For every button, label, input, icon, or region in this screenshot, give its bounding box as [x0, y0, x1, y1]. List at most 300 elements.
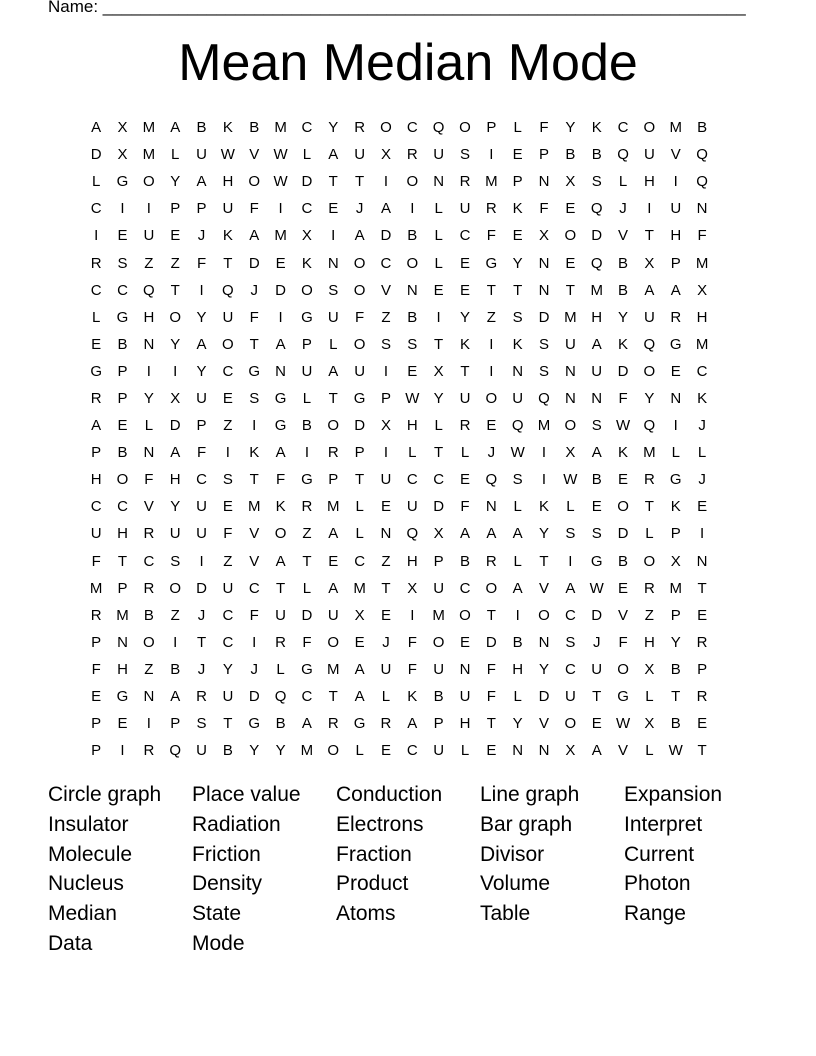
grid-letter: B [433, 688, 444, 706]
grid-letter: I [146, 200, 151, 218]
grid-letter: J [250, 281, 258, 299]
grid-letter: W [510, 444, 525, 462]
grid-letter: Y [196, 362, 207, 380]
grid-letter: E [91, 688, 102, 706]
word-bank-item: Insulator [48, 812, 129, 836]
grid-letter: T [565, 281, 575, 299]
grid-letter: E [91, 335, 102, 353]
grid-letter: I [120, 200, 125, 218]
grid-letter: M [485, 173, 498, 191]
word-bank-item: Radiation [192, 812, 281, 836]
grid-letter: U [459, 389, 471, 407]
grid-letter: Y [670, 633, 681, 651]
grid-row [83, 412, 715, 439]
grid-letter: R [90, 606, 102, 624]
grid-letter: E [459, 471, 470, 489]
grid-letter: E [222, 389, 233, 407]
grid-letter: A [170, 119, 181, 137]
grid-letter: R [143, 579, 155, 597]
grid-letter: I [199, 281, 204, 299]
grid-letter: A [354, 227, 365, 245]
grid-letter: S [512, 471, 523, 489]
grid-letter: F [697, 227, 707, 245]
grid-letter: A [644, 281, 655, 299]
grid-letter: Q [590, 200, 603, 218]
grid-letter: T [381, 579, 391, 597]
grid-letter: A [91, 417, 102, 435]
grid-letter: F [486, 660, 496, 678]
word-bank-item: State [192, 902, 242, 926]
grid-letter: I [94, 227, 99, 245]
grid-letter: V [618, 227, 629, 245]
grid-letter: Z [170, 254, 180, 272]
grid-letter: L [513, 552, 522, 570]
grid-letter: C [380, 254, 392, 272]
grid-letter: V [249, 525, 260, 543]
grid-letter: N [459, 660, 471, 678]
grid-letter: I [436, 308, 441, 326]
grid-letter: S [407, 335, 418, 353]
grid-row [83, 602, 715, 629]
grid-letter: A [91, 119, 102, 137]
grid-letter: G [116, 688, 129, 706]
grid-letter: E [618, 471, 629, 489]
grid-letter: P [196, 200, 207, 218]
grid-row [83, 358, 715, 385]
grid-letter: J [355, 200, 364, 218]
grid-letter: F [407, 633, 417, 651]
word-bank-item: Interpret [624, 812, 703, 836]
word-bank-item: Current [624, 842, 695, 866]
grid-letter: I [410, 606, 415, 624]
grid-letter: M [695, 335, 709, 353]
grid-letter: U [354, 146, 366, 164]
grid-letter: O [169, 579, 182, 597]
grid-letter: L [329, 335, 338, 353]
grid-letter: C [222, 362, 234, 380]
grid-letter: C [406, 471, 418, 489]
grid-letter: A [670, 281, 681, 299]
grid-letter: N [591, 389, 603, 407]
grid-letter: E [591, 715, 602, 733]
grid-letter: G [274, 417, 287, 435]
grid-letter: Q [696, 173, 708, 191]
grid-letter: Y [249, 742, 260, 760]
grid-letter: T [249, 335, 259, 353]
grid-letter: O [538, 606, 550, 624]
grid-letter: E [380, 498, 391, 516]
grid-letter: N [143, 335, 155, 353]
grid-letter: A [301, 715, 312, 733]
grid-letter: C [90, 281, 102, 299]
grid-letter: Y [433, 389, 444, 407]
grid-letter: W [615, 417, 631, 435]
grid-letter: T [302, 552, 312, 570]
grid-letter: L [434, 227, 443, 245]
grid-letter: O [248, 173, 261, 191]
grid-letter: U [196, 525, 207, 543]
grid-letter: H [696, 308, 708, 326]
grid-letter: O [564, 715, 577, 733]
grid-letter: O [327, 633, 340, 651]
grid-letter: O [353, 254, 366, 272]
grid-letter: I [673, 173, 678, 191]
grid-letter: F [407, 660, 417, 678]
grid-letter: C [90, 200, 102, 218]
grid-letter: D [538, 688, 550, 706]
grid-letter: D [433, 498, 445, 516]
grid-letter: A [459, 525, 470, 543]
grid-letter: L [355, 742, 364, 760]
grid-letter: B [459, 552, 470, 570]
grid-letter: H [90, 471, 102, 489]
grid-letter: D [354, 417, 366, 435]
word-bank-item: Place value [192, 783, 301, 806]
grid-letter: N [485, 498, 497, 516]
grid-letter: I [252, 417, 257, 435]
grid-letter: J [197, 606, 206, 624]
grid-letter: M [274, 119, 287, 137]
grid-letter: E [433, 281, 444, 299]
grid-letter: Y [170, 173, 181, 191]
grid-letter: L [513, 119, 522, 137]
grid-letter: T [355, 173, 365, 191]
grid-letter: L [513, 498, 522, 516]
grid-letter: G [485, 254, 498, 272]
grid-letter: W [220, 146, 235, 164]
grid-letter: B [143, 606, 154, 624]
grid-letter: N [670, 389, 682, 407]
grid-letter: I [199, 552, 204, 570]
grid-letter: M [327, 660, 340, 678]
grid-row [83, 304, 715, 331]
grid-letter: E [380, 742, 391, 760]
grid-letter: L [645, 688, 654, 706]
grid-letter: M [300, 742, 314, 760]
grid-letter: H [169, 471, 181, 489]
grid-letter: E [565, 200, 576, 218]
grid-letter: Y [196, 308, 207, 326]
grid-letter: I [173, 362, 178, 380]
word-bank-item: Friction [192, 842, 261, 866]
grid-letter: A [249, 227, 260, 245]
grid-letter: I [699, 525, 705, 543]
word-bank-item: Line graph [480, 783, 580, 806]
grid-letter: U [380, 660, 392, 678]
grid-letter: O [353, 335, 366, 353]
grid-letter: G [301, 660, 313, 678]
grid-letter: C [354, 552, 366, 570]
grid-letter: D [196, 579, 207, 597]
word-bank-item: Atoms [336, 902, 396, 926]
grid-letter: E [697, 606, 708, 624]
grid-letter: L [355, 498, 364, 516]
grid-letter: O [301, 281, 313, 299]
grid-letter: T [355, 471, 365, 489]
grid-letter: C [459, 579, 471, 597]
grid-letter: O [222, 335, 234, 353]
grid-letter: J [197, 660, 206, 678]
grid-letter: N [696, 200, 708, 218]
grid-letter: H [143, 308, 155, 326]
grid-letter: A [328, 362, 339, 380]
grid-letter: Y [170, 498, 181, 516]
grid-letter: U [433, 660, 445, 678]
grid-letter: X [433, 362, 444, 380]
grid-row [83, 629, 715, 656]
grid-letter: M [590, 281, 603, 299]
grid-letter: Q [432, 119, 445, 137]
grid-letter: X [644, 715, 655, 733]
grid-letter: T [223, 254, 233, 272]
grid-letter: G [90, 362, 102, 380]
grid-letter: X [117, 119, 128, 137]
grid-letter: S [117, 254, 128, 272]
grid-letter: E [407, 362, 418, 380]
grid-row [83, 575, 715, 602]
grid-letter: F [91, 660, 101, 678]
grid-letter: M [142, 146, 156, 164]
grid-letter: C [564, 606, 576, 624]
grid-letter: J [698, 417, 706, 435]
grid-letter: I [541, 444, 547, 462]
grid-letter: P [433, 552, 444, 570]
grid-letter: R [459, 173, 471, 191]
grid-letter: O [564, 417, 577, 435]
grid-letter: N [538, 742, 550, 760]
grid-letter: Z [381, 552, 391, 570]
grid-letter: A [354, 688, 365, 706]
grid-letter: T [486, 715, 496, 733]
grid-letter: G [248, 362, 261, 380]
grid-letter: D [248, 688, 260, 706]
grid-letter: G [301, 471, 313, 489]
word-bank-item: Divisor [480, 842, 545, 866]
grid-letter: M [247, 498, 261, 516]
grid-letter: A [591, 444, 602, 462]
grid-row [83, 331, 715, 358]
grid-letter: L [302, 579, 312, 597]
grid-letter: T [697, 579, 707, 597]
word-bank-item: Bar graph [480, 812, 573, 836]
grid-letter: R [643, 471, 655, 489]
grid-letter: Q [511, 417, 524, 435]
grid-row [83, 141, 715, 168]
grid-letter: S [380, 335, 391, 353]
page-title: Mean Median Mode [178, 34, 638, 92]
grid-letter: P [117, 362, 128, 380]
grid-letter: I [489, 335, 494, 353]
grid-letter: L [460, 444, 470, 462]
grid-letter: U [222, 200, 234, 218]
grid-letter: G [590, 552, 603, 570]
grid-letter: L [434, 254, 443, 272]
grid-letter: A [407, 715, 418, 733]
grid-letter: S [170, 552, 181, 570]
grid-letter: P [301, 335, 312, 353]
grid-letter: E [459, 633, 470, 651]
grid-row [83, 222, 715, 249]
grid-letter: L [434, 200, 443, 218]
grid-letter: H [643, 633, 655, 651]
grid-letter: S [539, 362, 550, 380]
grid-letter: D [275, 281, 286, 299]
grid-letter: G [248, 715, 261, 733]
grid-letter: E [354, 633, 365, 651]
grid-row [83, 683, 715, 710]
grid-letter: P [670, 525, 681, 543]
grid-letter: E [618, 579, 629, 597]
grid-letter: D [485, 633, 497, 651]
grid-letter: I [515, 606, 520, 624]
grid-letter: N [117, 633, 128, 651]
grid-letter: E [117, 715, 128, 733]
grid-letter: K [301, 254, 312, 272]
grid-letter: B [407, 308, 418, 326]
grid-letter: X [380, 417, 391, 435]
grid-letter: U [143, 227, 155, 245]
grid-letter: C [143, 552, 155, 570]
grid-letter: K [222, 227, 233, 245]
grid-letter: M [564, 308, 577, 326]
grid-letter: C [117, 498, 128, 516]
grid-letter: U [406, 498, 418, 516]
grid-letter: U [564, 688, 576, 706]
grid-letter: U [670, 200, 682, 218]
grid-letter: F [91, 552, 101, 570]
grid-letter: G [353, 715, 366, 733]
grid-letter: T [697, 742, 707, 760]
grid-letter: S [539, 335, 550, 353]
grid-letter: X [301, 227, 312, 245]
grid-letter: L [171, 146, 180, 164]
grid-letter: A [380, 200, 391, 218]
grid-letter: N [538, 173, 550, 191]
grid-letter: E [565, 254, 576, 272]
grid-letter: S [512, 308, 523, 326]
grid-letter: R [696, 633, 708, 651]
grid-letter: N [696, 552, 708, 570]
grid-letter: D [617, 362, 629, 380]
grid-letter: O [406, 173, 419, 191]
grid-letter: Z [381, 308, 391, 326]
grid-letter: C [617, 119, 629, 137]
grid-letter: W [668, 742, 683, 760]
grid-letter: B [170, 660, 181, 678]
grid-letter: U [196, 742, 207, 760]
grid-letter: Y [539, 525, 550, 543]
grid-letter: D [301, 173, 313, 191]
word-bank-item: Density [192, 872, 263, 896]
grid-letter: Q [169, 742, 182, 760]
grid-letter: N [406, 281, 418, 299]
grid-letter: S [591, 173, 602, 191]
grid-letter: Q [643, 417, 656, 435]
grid-letter: F [539, 119, 549, 137]
grid-letter: Q [143, 281, 155, 299]
grid-letter: X [697, 281, 708, 299]
grid-letter: L [618, 173, 628, 191]
grid-letter: K [512, 200, 523, 218]
grid-letter: E [117, 227, 128, 245]
grid-letter: B [618, 281, 629, 299]
grid-letter: W [273, 173, 288, 191]
grid-letter: G [116, 308, 129, 326]
grid-letter: U [196, 498, 207, 516]
grid-letter: Z [644, 606, 654, 624]
grid-letter: R [327, 715, 339, 733]
grid-letter: P [354, 444, 365, 462]
grid-letter: H [117, 525, 128, 543]
grid-letter: B [196, 119, 207, 137]
grid-letter: K [459, 335, 470, 353]
grid-letter: L [434, 417, 443, 435]
grid-letter: P [512, 173, 523, 191]
grid-letter: T [592, 688, 602, 706]
grid-letter: T [460, 362, 470, 380]
grid-letter: R [670, 308, 682, 326]
grid-letter: B [249, 119, 260, 137]
grid-letter: N [538, 281, 550, 299]
grid-letter: R [90, 254, 102, 272]
grid-letter: O [143, 633, 155, 651]
word-bank-item: Expansion [624, 783, 723, 806]
grid-letter: U [222, 308, 234, 326]
grid-letter: R [143, 742, 155, 760]
grid-letter: D [591, 606, 603, 624]
grid-letter: D [169, 417, 181, 435]
word-bank-item: Electrons [336, 812, 424, 836]
grid-letter: E [697, 498, 708, 516]
grid-letter: O [617, 498, 629, 516]
grid-letter: E [459, 254, 470, 272]
grid-letter: A [354, 660, 365, 678]
word-bank [48, 780, 768, 959]
grid-letter: Q [222, 281, 234, 299]
grid-letter: I [278, 200, 283, 218]
grid-letter: X [380, 146, 391, 164]
grid-letter: J [250, 660, 258, 678]
grid-letter: Y [539, 660, 550, 678]
grid-letter: C [301, 688, 313, 706]
grid-letter: Q [617, 146, 629, 164]
grid-letter: L [276, 660, 285, 678]
grid-letter: P [697, 660, 708, 678]
grid-letter: B [697, 119, 708, 137]
grid-letter: E [275, 254, 286, 272]
grid-letter: R [275, 633, 286, 651]
grid-letter: V [249, 146, 260, 164]
grid-row [83, 277, 715, 304]
grid-letter: C [117, 281, 128, 299]
grid-letter: M [695, 254, 709, 272]
grid-letter: Q [406, 525, 419, 543]
grid-letter: C [222, 633, 234, 651]
grid-letter: D [591, 227, 603, 245]
grid-letter: V [539, 579, 550, 597]
grid-letter: U [643, 308, 655, 326]
grid-letter: F [249, 606, 259, 624]
grid-letter: Y [512, 254, 523, 272]
grid-letter: K [222, 119, 233, 137]
grid-letter: I [541, 471, 547, 489]
grid-letter: V [539, 715, 550, 733]
grid-letter: T [434, 444, 444, 462]
grid-letter: L [645, 742, 654, 760]
grid-letter: A [170, 444, 181, 462]
grid-letter: L [355, 525, 364, 543]
grid-letter: F [539, 200, 549, 218]
